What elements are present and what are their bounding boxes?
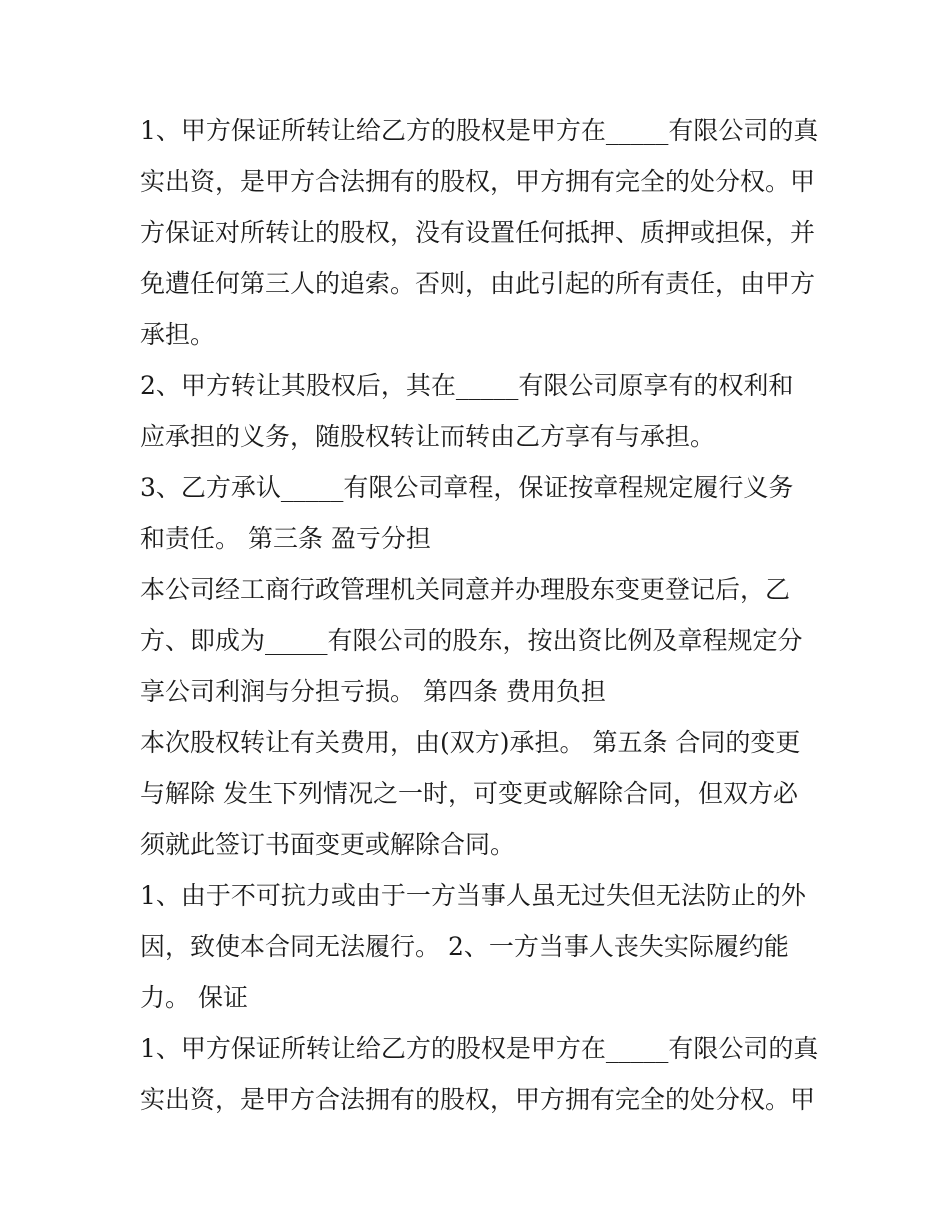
text-line: 本次股权转让有关费用，由(双方)承担。 第五条 合同的变更	[140, 728, 801, 757]
text-line: 1、由于不可抗力或由于一方当事人虽无过失但无法防止的外	[140, 881, 806, 910]
text-line: 力。 保证	[140, 983, 248, 1012]
text-line: 因，致使本合同无法履行。 2、一方当事人丧失实际履约能	[140, 932, 789, 961]
text-line: 承担。	[140, 320, 216, 349]
text-line: 2、甲方转让其股权后，其在_____有限公司原享有的权利和	[140, 371, 794, 400]
text-line: 3、乙方承认_____有限公司章程，保证按章程规定履行义务	[140, 473, 794, 502]
text-line: 免遭任何第三人的追索。否则，由此引起的所有责任，由甲方	[140, 269, 816, 298]
text-line: 1、甲方保证所转让给乙方的股权是甲方在_____有限公司的真	[140, 116, 819, 145]
text-line: 和责任。 第三条 盈亏分担	[140, 524, 431, 553]
text-line: 应承担的义务，随股权转让而转由乙方享有与承担。	[140, 422, 716, 451]
text-line: 1、甲方保证所转让给乙方的股权是甲方在_____有限公司的真	[140, 1034, 819, 1063]
text-line: 实出资，是甲方合法拥有的股权，甲方拥有完全的处分权。甲	[140, 167, 816, 196]
text-line: 与解除 发生下列情况之一时，可变更或解除合同，但双方必	[140, 779, 798, 808]
text-line: 享公司利润与分担亏损。 第四条 费用负担	[140, 677, 606, 706]
text-line: 本公司经工商行政管理机关同意并办理股东变更登记后，乙	[140, 575, 791, 604]
text-line: 方保证对所转让的股权，没有设置任何抵押、质押或担保，并	[140, 218, 816, 247]
text-line: 须就此签订书面变更或解除合同。	[140, 830, 516, 859]
text-line: 实出资，是甲方合法拥有的股权，甲方拥有完全的处分权。甲	[140, 1085, 816, 1114]
text-line: 方、即成为_____有限公司的股东，按出资比例及章程规定分	[140, 626, 803, 655]
document-body	[140, 105, 820, 1125]
